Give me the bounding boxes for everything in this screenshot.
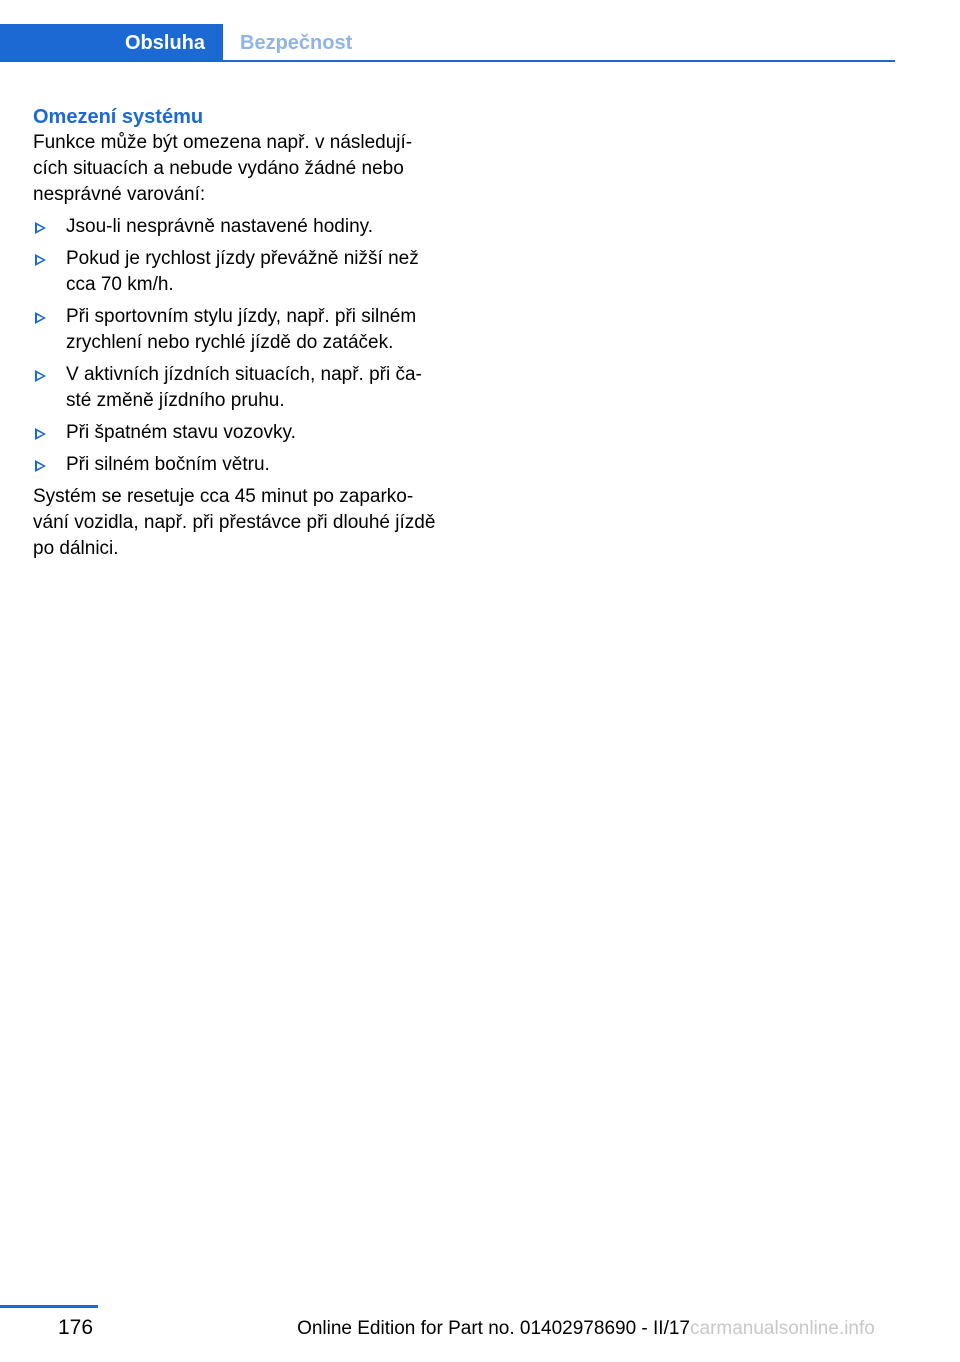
- list-item-text: Pokud je rychlost jízdy převážně nižší než cca 70 km/h.: [66, 248, 419, 295]
- list-item: [33, 304, 453, 356]
- bullet-list: [33, 214, 453, 478]
- list-item: [33, 452, 453, 478]
- watermark[interactable]: carmanualsonline.info: [690, 1318, 875, 1339]
- triangle-bullet-icon: [35, 428, 46, 440]
- tab-obsluha-label: Obsluha: [124, 31, 205, 54]
- footer-divider: [0, 1305, 98, 1308]
- list-item: [33, 420, 453, 446]
- main-content: [33, 104, 453, 562]
- page-number: 176: [58, 1316, 94, 1339]
- list-item-text: V aktivních jízdních situacích, např. při ča‐ sté změně jízdního pruhu.: [66, 364, 422, 411]
- tab-obsluha[interactable]: [0, 24, 223, 62]
- outro-paragraph: Systém se resetuje cca 45 minut po zaparko‐ vání vozidla, např. při přestávce při dlouhé jízdě po dálnici.: [33, 486, 436, 559]
- list-item-text: Při sportovním stylu jízdy, např. při silném zrychlení nebo rychlé jízdě do zatáček.: [66, 306, 417, 353]
- list-item: [33, 246, 453, 298]
- triangle-bullet-icon: [35, 312, 46, 324]
- edition-text: Online Edition for Part no. 01402978690 - II/17: [297, 1318, 690, 1339]
- list-item-text: Při špatném stavu vozovky.: [66, 422, 296, 443]
- list-item-text: Při silném bočním větru.: [66, 454, 270, 475]
- list-item-text: Jsou-li nesprávně nastavené hodiny.: [66, 216, 374, 237]
- header-tabs: [0, 24, 895, 62]
- list-item: [33, 214, 453, 240]
- intro-paragraph: Funkce může být omezena např. v následují‐ cích situacích a nebude vydáno žádné nebo nesprávné varování:: [33, 132, 413, 205]
- list-item: [33, 362, 453, 414]
- triangle-bullet-icon: [35, 254, 46, 266]
- triangle-bullet-icon: [35, 460, 46, 472]
- triangle-bullet-icon: [35, 222, 46, 234]
- tab-bezpecnost-label: Bezpečnost: [240, 31, 353, 54]
- triangle-bullet-icon: [35, 370, 46, 382]
- tab-bezpecnost[interactable]: [240, 24, 352, 62]
- section-title: Omezení systému: [33, 106, 204, 128]
